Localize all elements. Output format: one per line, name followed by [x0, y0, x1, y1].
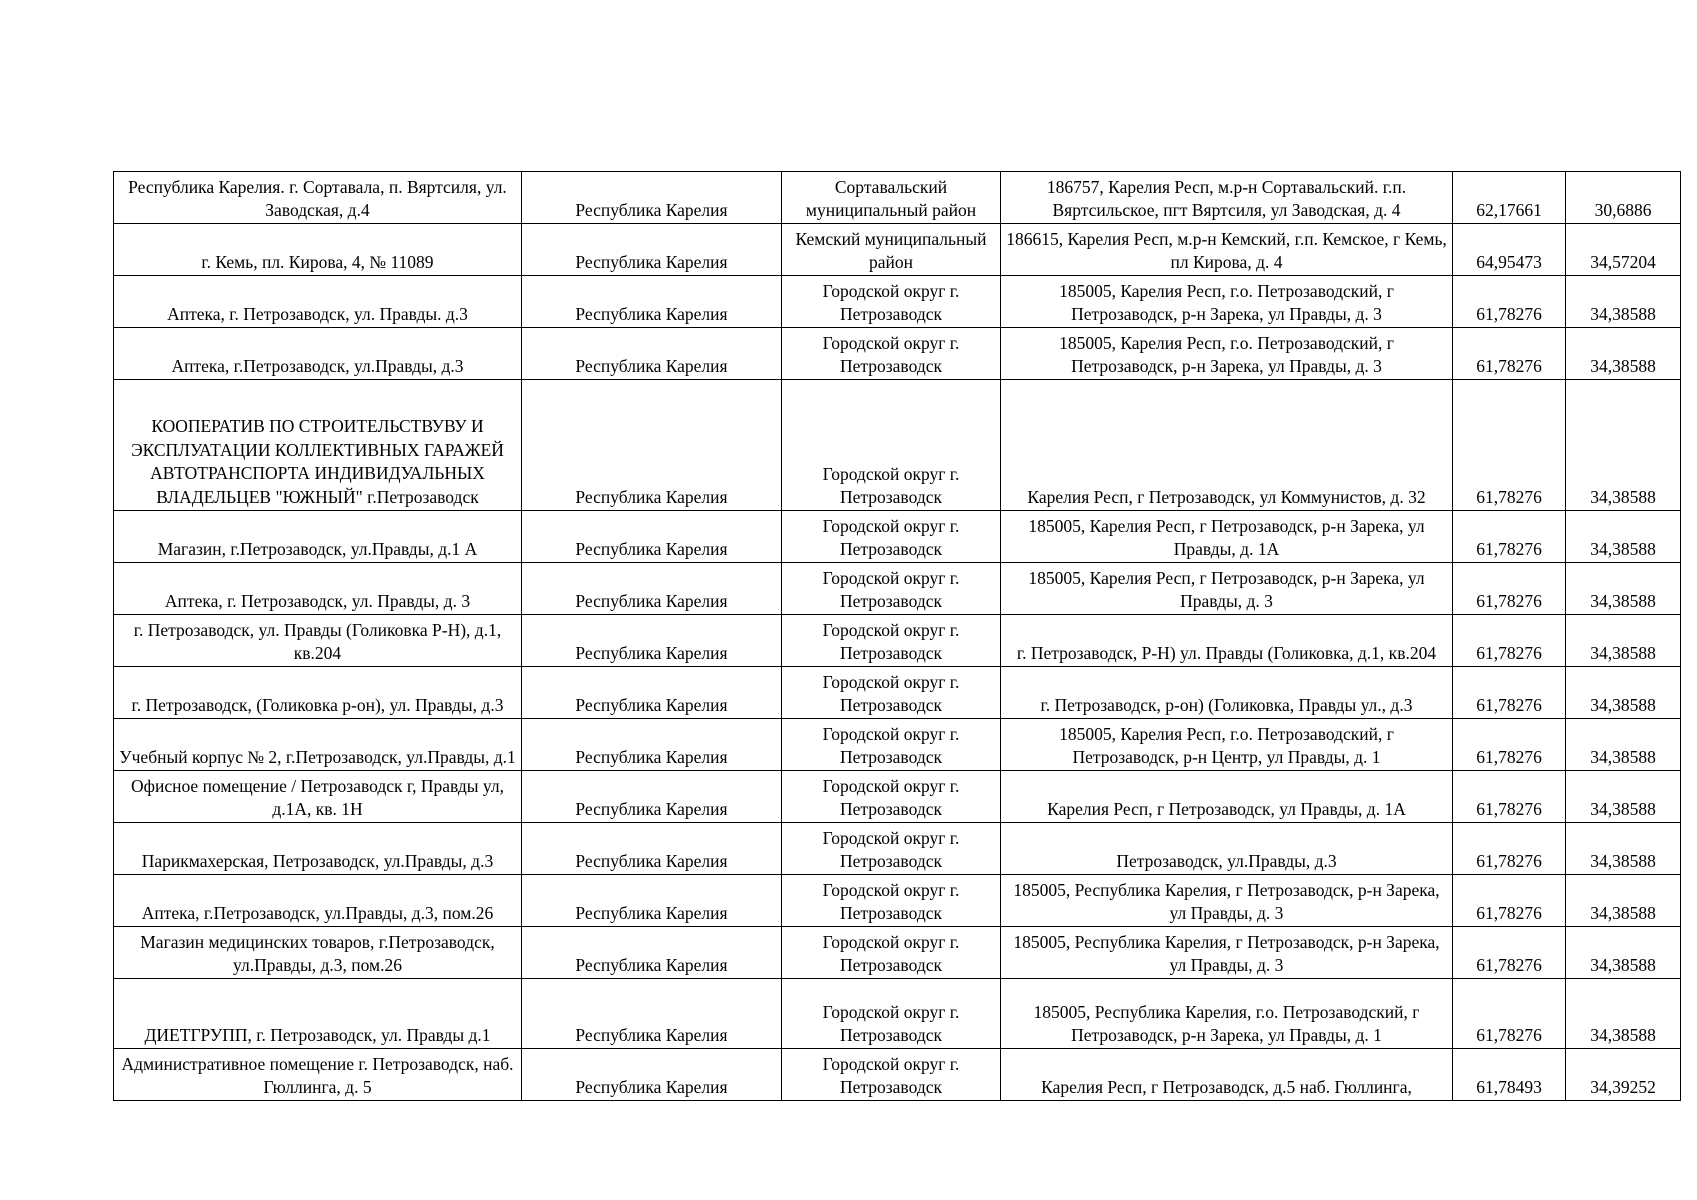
district-cell: Городской округ г. Петрозаводск	[782, 823, 1001, 875]
address-cell: Карелия Респ, г Петрозаводск, ул Коммунистов, д. 32	[1001, 380, 1453, 511]
district-cell: Городской округ г. Петрозаводск	[782, 380, 1001, 511]
address-cell: 185005, Карелия Респ, г.о. Петрозаводский, г Петрозаводск, р-н Зарека, ул Правды, д. 3	[1001, 328, 1453, 380]
latitude-cell: 61,78276	[1453, 615, 1566, 667]
longitude-cell: 34,57204	[1566, 224, 1681, 276]
longitude-cell: 34,38588	[1566, 328, 1681, 380]
address-cell: г. Петрозаводск, Р-Н) ул. Правды (Голиковка, д.1, кв.204	[1001, 615, 1453, 667]
table-row	[114, 615, 1681, 667]
region-cell: Республика Карелия	[522, 1049, 782, 1101]
district-cell: Городской округ г. Петрозаводск	[782, 276, 1001, 328]
latitude-cell: 61,78276	[1453, 667, 1566, 719]
address-cell: 185005, Карелия Респ, г.о. Петрозаводский, г Петрозаводск, р-н Центр, ул Правды, д. 1	[1001, 719, 1453, 771]
table-row	[114, 224, 1681, 276]
latitude-cell: 61,78276	[1453, 563, 1566, 615]
district-cell: Городской округ г. Петрозаводск	[782, 979, 1001, 1049]
longitude-cell: 34,39252	[1566, 1049, 1681, 1101]
object-name-cell: Аптека, г. Петрозаводск, ул. Правды, д. 3	[114, 563, 522, 615]
address-cell: Карелия Респ, г Петрозаводск, д.5 наб. Гюллинга,	[1001, 1049, 1453, 1101]
address-cell: 186757, Карелия Респ, м.р-н Сортавальский. г.п. Вяртсильское, пгт Вяртсиля, ул Заводская, д. 4	[1001, 172, 1453, 224]
latitude-cell: 61,78276	[1453, 979, 1566, 1049]
object-name-cell: ДИЕТГРУПП, г. Петрозаводск, ул. Правды д.1	[114, 979, 522, 1049]
latitude-cell: 61,78276	[1453, 823, 1566, 875]
table-row	[114, 927, 1681, 979]
region-cell: Республика Карелия	[522, 276, 782, 328]
object-name-cell: Офисное помещение / Петрозаводск г, Правды ул, д.1А, кв. 1Н	[114, 771, 522, 823]
district-cell: Городской округ г. Петрозаводск	[782, 771, 1001, 823]
object-name-cell: Парикмахерская, Петрозаводск, ул.Правды, д.3	[114, 823, 522, 875]
table-row	[114, 875, 1681, 927]
longitude-cell: 34,38588	[1566, 511, 1681, 563]
longitude-cell: 34,38588	[1566, 380, 1681, 511]
region-cell: Республика Карелия	[522, 224, 782, 276]
object-name-cell: Магазин, г.Петрозаводск, ул.Правды, д.1 А	[114, 511, 522, 563]
table-row	[114, 328, 1681, 380]
object-name-cell: КООПЕРАТИВ ПО СТРОИТЕЛЬСТВУВУ И ЭКСПЛУАТАЦИИ КОЛЛЕКТИВНЫХ ГАРАЖЕЙ АВТОТРАНСПОРТА ИНДИВИДУАЛЬНЫХ ВЛАДЕЛЬЦЕВ "ЮЖНЫЙ" г.Петрозаводск	[114, 380, 522, 511]
table-row	[114, 563, 1681, 615]
table-row	[114, 1049, 1681, 1101]
table-row	[114, 823, 1681, 875]
object-name-cell: Аптека, г.Петрозаводск, ул.Правды, д.3, пом.26	[114, 875, 522, 927]
object-name-cell: Аптека, г.Петрозаводск, ул.Правды, д.3	[114, 328, 522, 380]
latitude-cell: 61,78276	[1453, 511, 1566, 563]
longitude-cell: 34,38588	[1566, 719, 1681, 771]
region-cell: Республика Карелия	[522, 172, 782, 224]
longitude-cell: 34,38588	[1566, 875, 1681, 927]
latitude-cell: 61,78276	[1453, 927, 1566, 979]
address-cell: 185005, Республика Карелия, г Петрозаводск, р-н Зарека, ул Правды, д. 3	[1001, 875, 1453, 927]
table-row	[114, 276, 1681, 328]
address-cell: 185005, Республика Карелия, г.о. Петрозаводский, г Петрозаводск, р-н Зарека, ул Правды, д. 1	[1001, 979, 1453, 1049]
object-name-cell: Магазин медицинских товаров, г.Петрозаводск, ул.Правды, д.3, пом.26	[114, 927, 522, 979]
latitude-cell: 61,78276	[1453, 875, 1566, 927]
region-cell: Республика Карелия	[522, 563, 782, 615]
longitude-cell: 34,38588	[1566, 615, 1681, 667]
table-row	[114, 979, 1681, 1049]
object-name-cell: Учебный корпус № 2, г.Петрозаводск, ул.Правды, д.1	[114, 719, 522, 771]
district-cell: Городской округ г. Петрозаводск	[782, 875, 1001, 927]
table-row	[114, 172, 1681, 224]
region-cell: Республика Карелия	[522, 979, 782, 1049]
district-cell: Городской округ г. Петрозаводск	[782, 1049, 1001, 1101]
longitude-cell: 34,38588	[1566, 823, 1681, 875]
longitude-cell: 34,38588	[1566, 667, 1681, 719]
longitude-cell: 34,38588	[1566, 979, 1681, 1049]
region-cell: Республика Карелия	[522, 328, 782, 380]
region-cell: Республика Карелия	[522, 511, 782, 563]
region-cell: Республика Карелия	[522, 823, 782, 875]
longitude-cell: 34,38588	[1566, 927, 1681, 979]
table-row	[114, 380, 1681, 511]
latitude-cell: 61,78276	[1453, 719, 1566, 771]
region-cell: Республика Карелия	[522, 667, 782, 719]
address-cell: 185005, Карелия Респ, г Петрозаводск, р-н Зарека, ул Правды, д. 3	[1001, 563, 1453, 615]
region-cell: Республика Карелия	[522, 771, 782, 823]
latitude-cell: 64,95473	[1453, 224, 1566, 276]
object-name-cell: Аптека, г. Петрозаводск, ул. Правды. д.3	[114, 276, 522, 328]
address-cell: 185005, Республика Карелия, г Петрозаводск, р-н Зарека, ул Правды, д. 3	[1001, 927, 1453, 979]
longitude-cell: 34,38588	[1566, 563, 1681, 615]
table-body	[114, 172, 1681, 1101]
region-cell: Республика Карелия	[522, 719, 782, 771]
address-cell: 186615, Карелия Респ, м.р-н Кемский, г.п. Кемское, г Кемь, пл Кирова, д. 4	[1001, 224, 1453, 276]
object-name-cell: г. Петрозаводск, ул. Правды (Голиковка Р-Н), д.1, кв.204	[114, 615, 522, 667]
address-cell: Петрозаводск, ул.Правды, д.3	[1001, 823, 1453, 875]
district-cell: Городской округ г. Петрозаводск	[782, 563, 1001, 615]
address-cell: Карелия Респ, г Петрозаводск, ул Правды, д. 1А	[1001, 771, 1453, 823]
latitude-cell: 61,78493	[1453, 1049, 1566, 1101]
longitude-cell: 34,38588	[1566, 276, 1681, 328]
region-cell: Республика Карелия	[522, 380, 782, 511]
address-cell: г. Петрозаводск, р-он) (Голиковка, Правды ул., д.3	[1001, 667, 1453, 719]
object-name-cell: г. Петрозаводск, (Голиковка р-он), ул. Правды, д.3	[114, 667, 522, 719]
table-row	[114, 771, 1681, 823]
district-cell: Городской округ г. Петрозаводск	[782, 511, 1001, 563]
table-row	[114, 511, 1681, 563]
region-cell: Республика Карелия	[522, 927, 782, 979]
region-cell: Республика Карелия	[522, 615, 782, 667]
district-cell: Городской округ г. Петрозаводск	[782, 927, 1001, 979]
district-cell: Кемский муниципальный район	[782, 224, 1001, 276]
address-cell: 185005, Карелия Респ, г Петрозаводск, р-н Зарека, ул Правды, д. 1А	[1001, 511, 1453, 563]
longitude-cell: 30,6886	[1566, 172, 1681, 224]
district-cell: Сортавальский муниципальный район	[782, 172, 1001, 224]
object-name-cell: г. Кемь, пл. Кирова, 4, № 11089	[114, 224, 522, 276]
district-cell: Городской округ г. Петрозаводск	[782, 667, 1001, 719]
latitude-cell: 61,78276	[1453, 328, 1566, 380]
longitude-cell: 34,38588	[1566, 771, 1681, 823]
registry-table	[113, 171, 1681, 1101]
latitude-cell: 61,78276	[1453, 276, 1566, 328]
object-name-cell: Административное помещение г. Петрозаводск, наб. Гюллинга, д. 5	[114, 1049, 522, 1101]
region-cell: Республика Карелия	[522, 875, 782, 927]
latitude-cell: 61,78276	[1453, 380, 1566, 511]
latitude-cell: 61,78276	[1453, 771, 1566, 823]
latitude-cell: 62,17661	[1453, 172, 1566, 224]
district-cell: Городской округ г. Петрозаводск	[782, 615, 1001, 667]
object-name-cell: Республика Карелия. г. Сортавала, п. Вяртсиля, ул. Заводская, д.4	[114, 172, 522, 224]
district-cell: Городской округ г. Петрозаводск	[782, 719, 1001, 771]
table-row	[114, 667, 1681, 719]
table-row	[114, 719, 1681, 771]
address-cell: 185005, Карелия Респ, г.о. Петрозаводский, г Петрозаводск, р-н Зарека, ул Правды, д. 3	[1001, 276, 1453, 328]
district-cell: Городской округ г. Петрозаводск	[782, 328, 1001, 380]
